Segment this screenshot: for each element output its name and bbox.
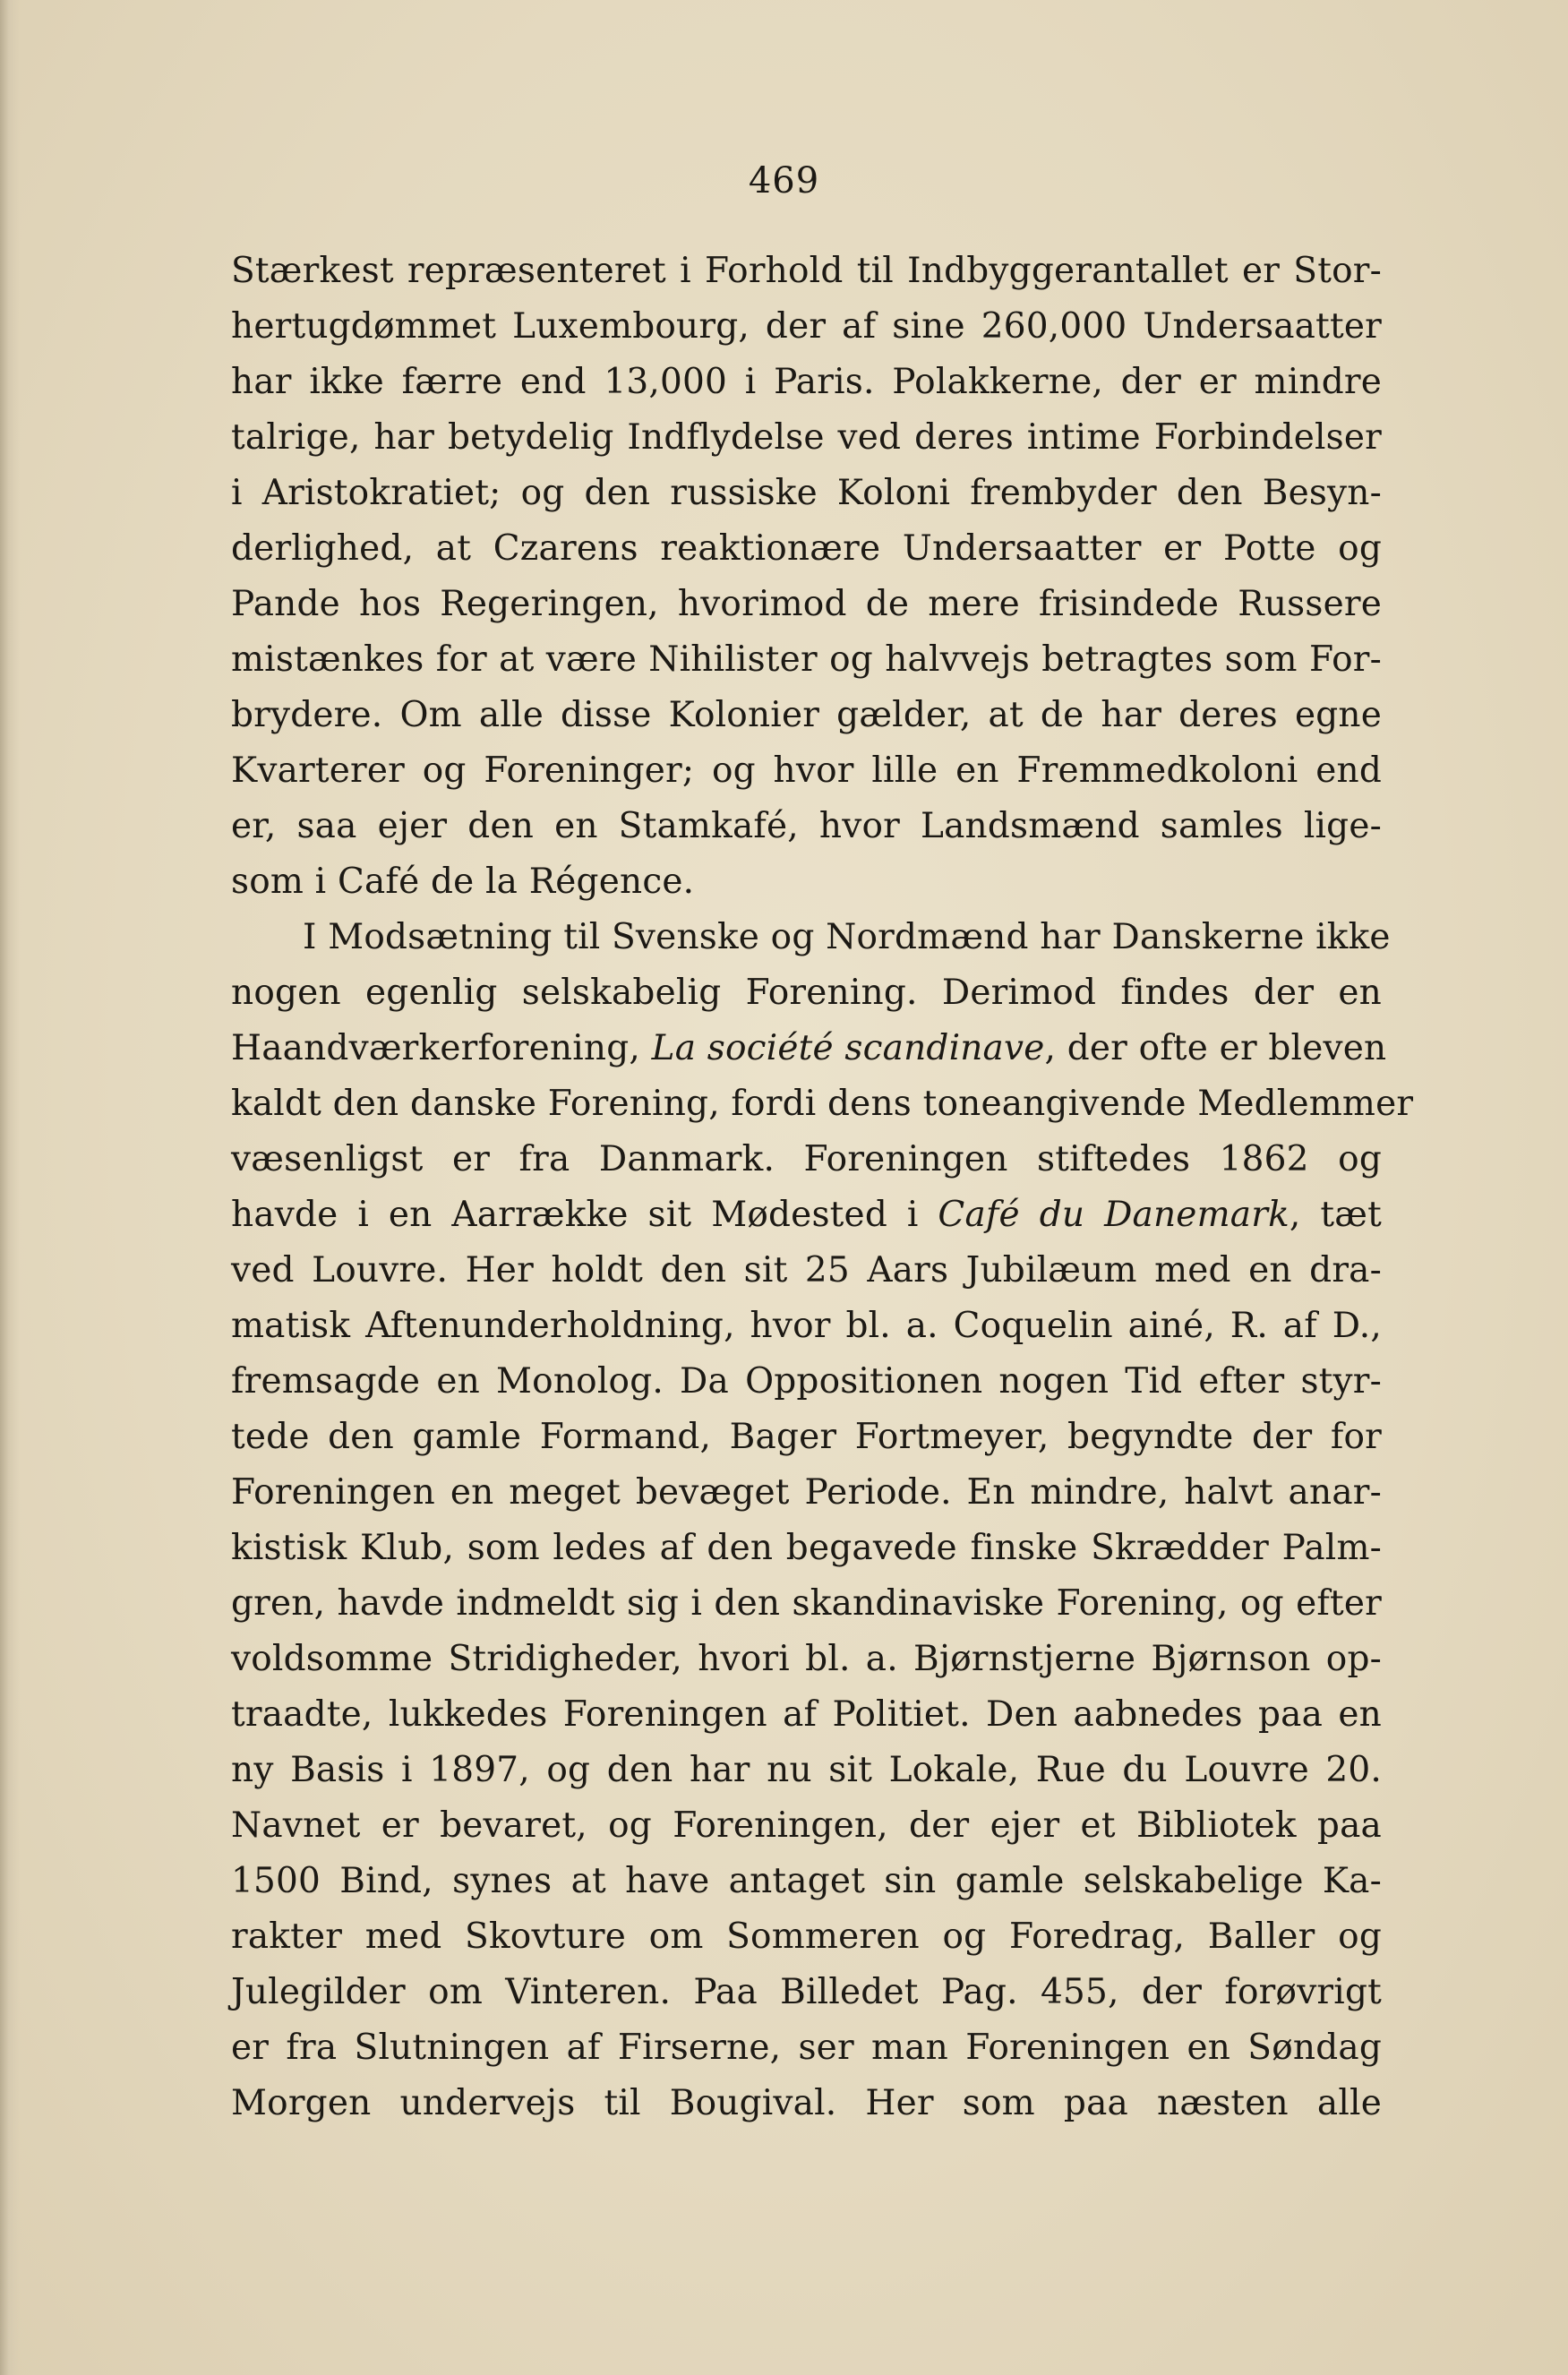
text-line: mistænkes for at være Nihilister og halvvejs betragtes som For- (231, 639, 1382, 680)
italic-title: La société scandinave (651, 1028, 1045, 1068)
text-line: traadte, lukkedes Foreningen af Politiet. Den aabnedes paa en (231, 1694, 1382, 1735)
text-line: Foreningen en meget bevæget Periode. En mindre, halvt anar- (231, 1472, 1382, 1513)
text-line: nogen egenlig selskabelig Forening. Derimod findes der en (231, 973, 1382, 1013)
text-line: fremsagde en Monolog. Da Oppositionen nogen Tid efter styr- (231, 1361, 1382, 1402)
text-line: Stærkest repræsenteret i Forhold til Indbyggerantallet er Stor- (231, 251, 1382, 291)
text-line: har ikke færre end 13,000 i Paris. Polakkerne, der er mindre (231, 362, 1382, 402)
text-line: matisk Aftenunderholdning, hvor bl. a. Coquelin ainé, R. af D., (231, 1306, 1382, 1346)
text-line: Haandværkerforening, La société scandinave, der ofte er bleven (231, 1028, 1387, 1068)
text-line: I Modsætning til Svenske og Nordmænd har Danskerne ikke (303, 917, 1391, 957)
text-line: hertugdømmet Luxembourg, der af sine 260,000 Undersaatter (231, 306, 1382, 347)
text-line: Kvarterer og Foreninger; og hvor lille en Fremmedkoloni end (231, 750, 1382, 791)
page-binding-edge (0, 0, 20, 2375)
text-line: Navnet er bevaret, og Foreningen, der ejer et Bibliotek paa (231, 1805, 1382, 1846)
italic-title: Café du Danemark (938, 1195, 1290, 1235)
text-line: Pande hos Regeringen, hvorimod de mere frisindede Russere (231, 584, 1382, 624)
text-line: er, saa ejer den en Stamkafé, hvor Landsmænd samles lige- (231, 806, 1382, 846)
text-line: Julegilder om Vinteren. Paa Billedet Pag. 455, der forøvrigt (231, 1972, 1382, 2012)
text-line: gren, havde indmeldt sig i den skandinaviske Forening, og efter (231, 1583, 1382, 1624)
text-line: er fra Slutningen af Firserne, ser man Foreningen en Søndag (231, 2028, 1382, 2068)
text-line: 1500 Bind, synes at have antaget sin gamle selskabelige Ka- (231, 1861, 1382, 1901)
text-line: Morgen undervejs til Bougival. Her som paa næsten alle (231, 2083, 1382, 2123)
text-line: ved Louvre. Her holdt den sit 25 Aars Jubilæum med en dra- (231, 1250, 1382, 1290)
text-line: kistisk Klub, som ledes af den begavede finske Skrædder Palm- (231, 1528, 1382, 1568)
text-line: talrige, har betydelig Indflydelse ved deres intime Forbindelser (231, 417, 1382, 458)
text-line: voldsomme Stridigheder, hvori bl. a. Bjørnstjerne Bjørnson op- (231, 1639, 1382, 1679)
text-line: ny Basis i 1897, og den har nu sit Lokale, Rue du Louvre 20. (231, 1750, 1382, 1790)
page-number: 469 (748, 160, 820, 201)
text-line: som i Café de la Régence. (231, 862, 695, 902)
text-line: i Aristokratiet; og den russiske Koloni frembyder den Besyn- (231, 473, 1382, 513)
text-line: havde i en Aarrække sit Mødested i Café du Danemark, tæt (231, 1195, 1382, 1235)
text-line: brydere. Om alle disse Kolonier gælder, at de har deres egne (231, 695, 1382, 735)
text-line: kaldt den danske Forening, fordi dens toneangivende Medlemmer (231, 1084, 1414, 1124)
text-line: rakter med Skovture om Sommeren og Foredrag, Baller og (231, 1916, 1382, 1957)
text-line: tede den gamle Formand, Bager Fortmeyer, begyndte der for (231, 1417, 1382, 1457)
text-line: derlighed, at Czarens reaktionære Undersaatter er Potte og (231, 528, 1382, 569)
body-text (231, 244, 1414, 2131)
text-line: væsenligst er fra Danmark. Foreningen stiftedes 1862 og (231, 1139, 1382, 1179)
